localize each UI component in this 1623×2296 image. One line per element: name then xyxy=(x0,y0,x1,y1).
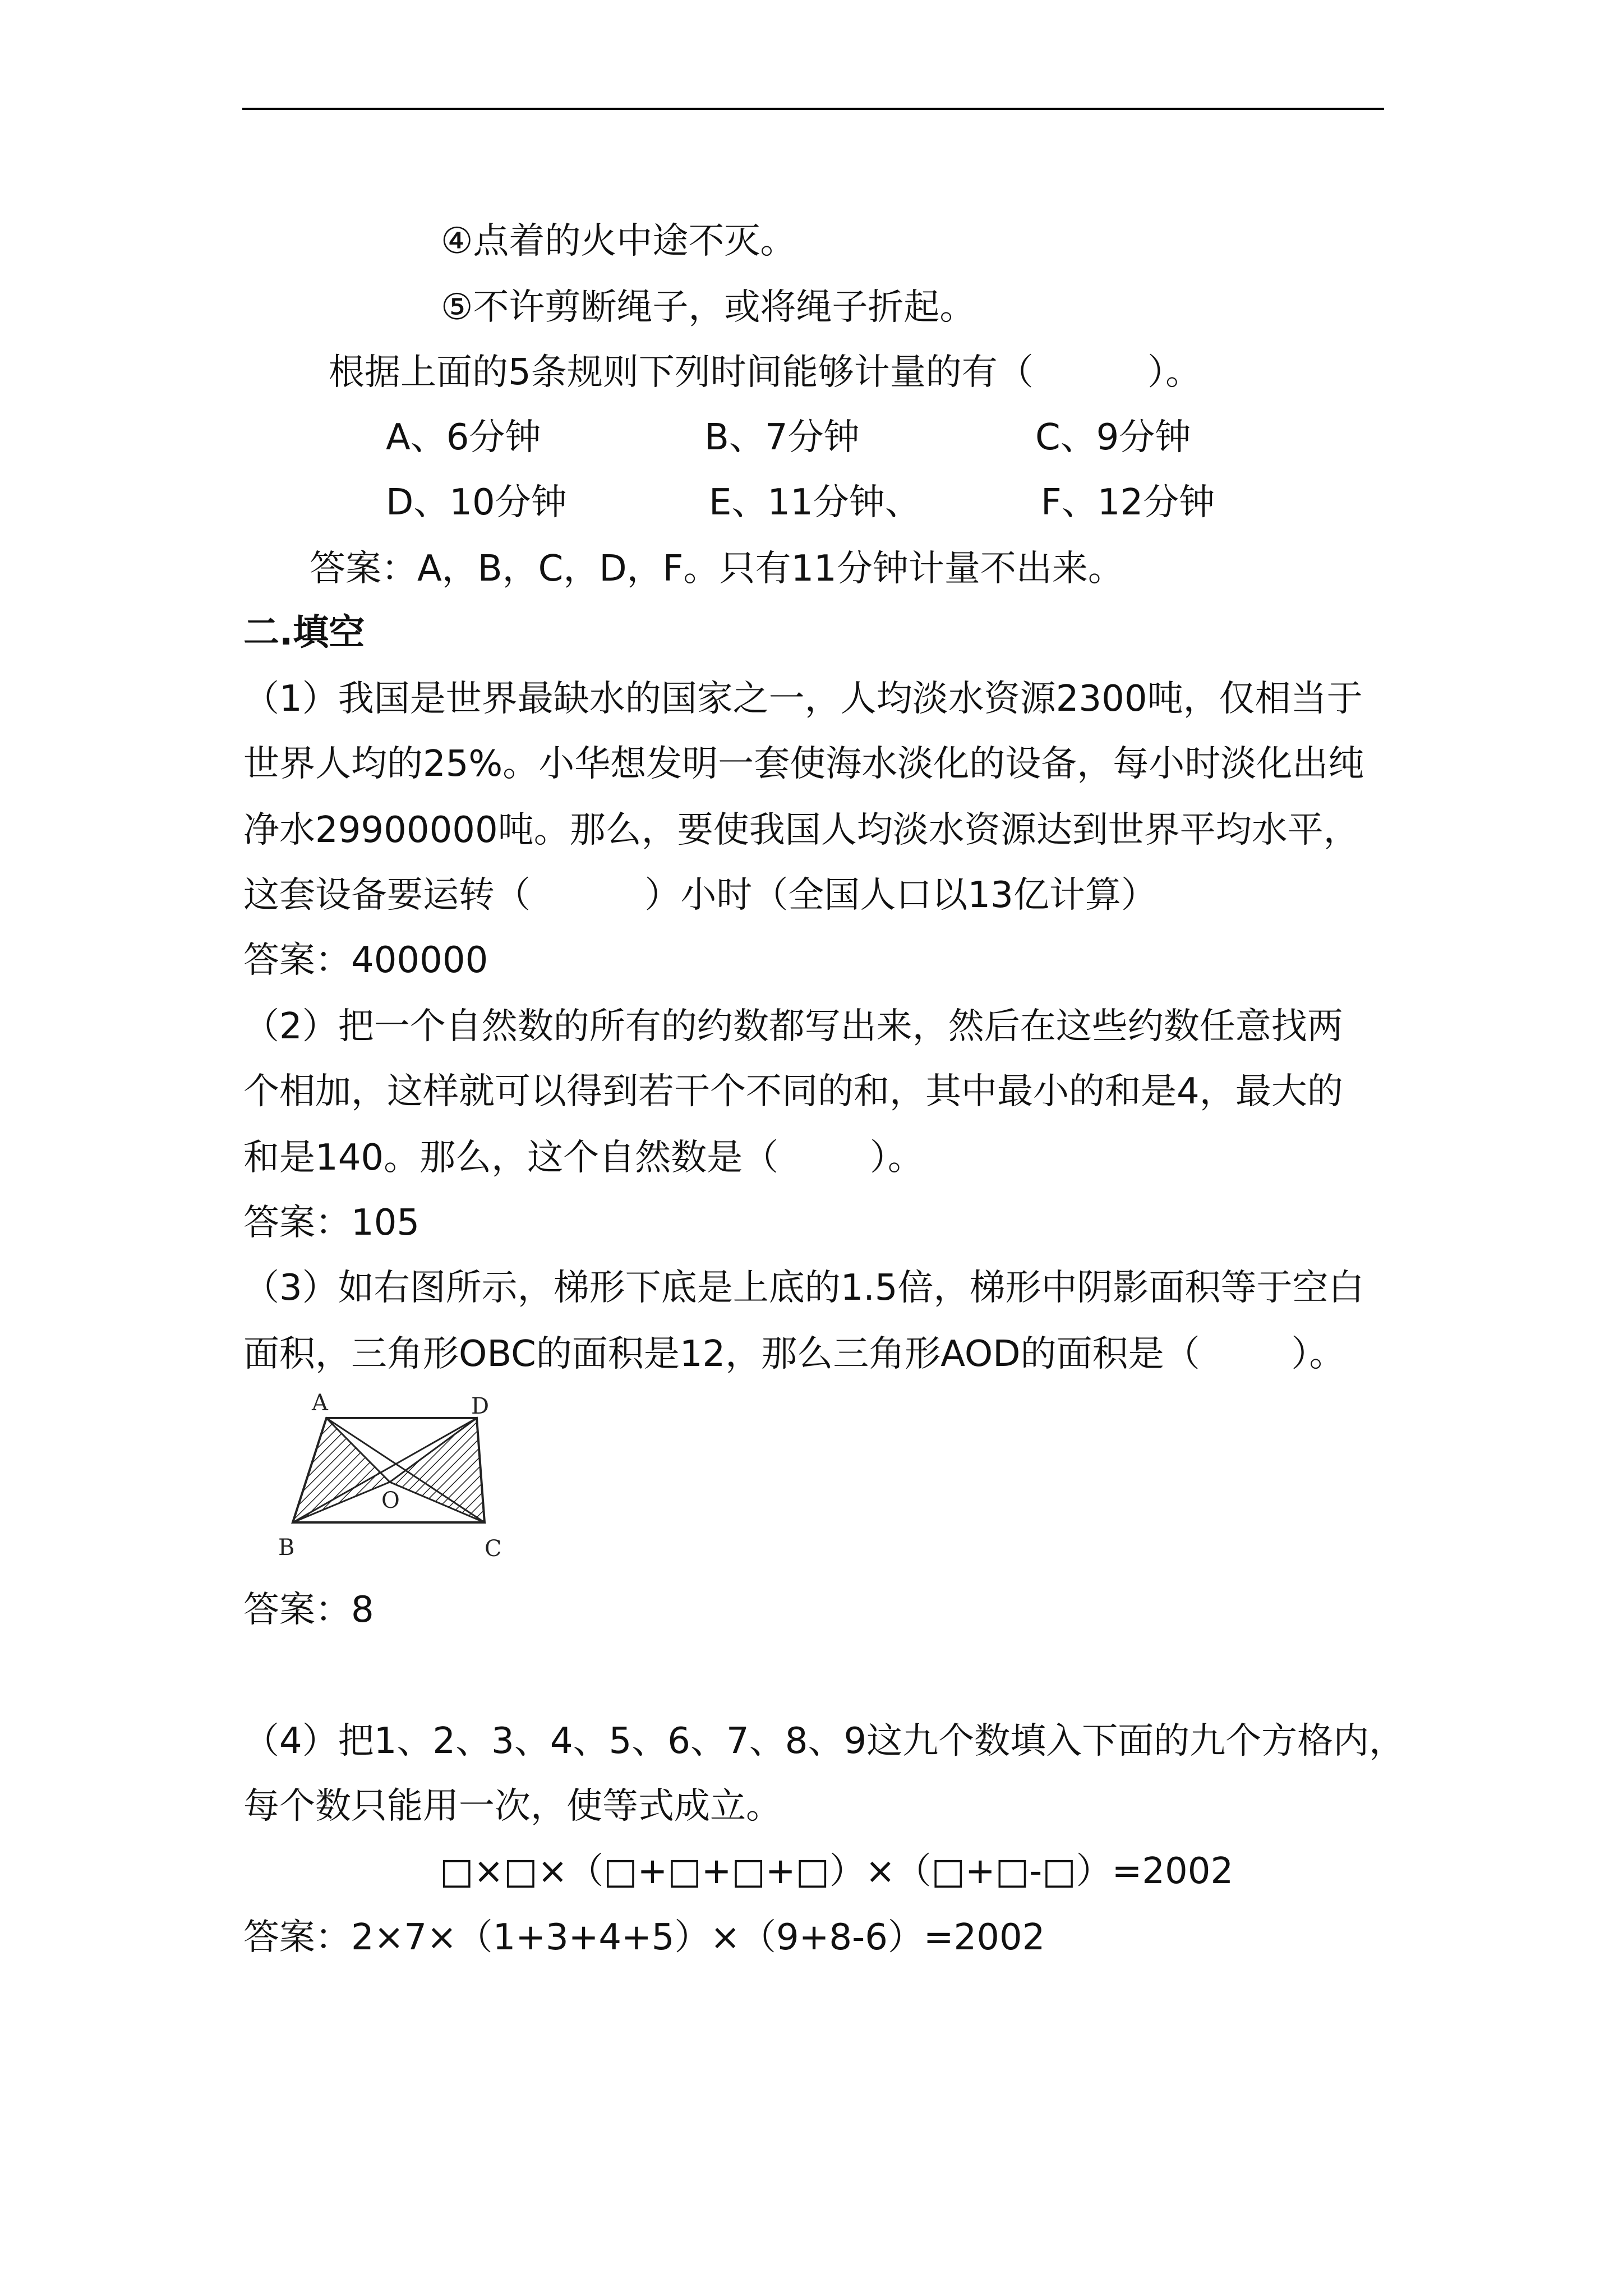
label-c: C xyxy=(485,1536,502,1562)
q4-answer: 答案：2×7×（1+3+4+5）×（9+8-6）=2002 xyxy=(243,1917,1045,1958)
label-d: D xyxy=(471,1393,490,1419)
option-f: F、12分钟 xyxy=(1041,482,1215,523)
q2-answer: 答案：105 xyxy=(243,1202,420,1244)
rule-4: ④点着的火中途不灭。 xyxy=(441,220,796,262)
option-c: C、9分钟 xyxy=(1035,417,1191,458)
q1-line-3: 净水29900000吨。那么，要使我国人均淡水资源达到世界平均水平， xyxy=(243,809,1359,851)
trapezoid-figure xyxy=(273,1388,542,1573)
option-b: B、7分钟 xyxy=(704,417,860,458)
option-a: A、6分钟 xyxy=(386,417,541,458)
option-e: E、11分钟、 xyxy=(709,482,921,523)
rules-question: 根据上面的5条规则下列时间能够计量的有（ ）。 xyxy=(329,352,1202,393)
q3-line-2: 面积，三角形OBC的面积是12，那么三角形AOD的面积是（ ）。 xyxy=(243,1333,1345,1375)
q4-line-2: 每个数只能用一次，使等式成立。 xyxy=(243,1786,782,1827)
rules-answer: 答案：A，B，C，D，F。只有11分钟计量不出来。 xyxy=(310,548,1124,590)
q4-line-1: （4）把1、2、3、4、5、6、7、8、9这九个数填入下面的九个方格内， xyxy=(243,1720,1405,1762)
q1-answer: 答案：400000 xyxy=(243,940,488,981)
q4-equation: □×□×（□+□+□+□）×（□+□-□）=2002 xyxy=(440,1851,1234,1892)
section-heading: 二.填空 xyxy=(243,612,365,654)
q2-line-1: （2）把一个自然数的所有的约数都写出来，然后在这些约数任意找两 xyxy=(243,1006,1343,1047)
header-rule xyxy=(242,108,1384,110)
label-b: B xyxy=(278,1535,295,1561)
label-a: A xyxy=(312,1390,328,1416)
option-d: D、10分钟 xyxy=(386,482,567,523)
shaded-triangle-aob xyxy=(293,1418,390,1522)
q2-line-3: 和是140。那么，这个自然数是（ ）。 xyxy=(243,1137,924,1179)
label-o: O xyxy=(381,1488,400,1513)
q3-answer: 答案：8 xyxy=(243,1589,374,1631)
q1-line-1: （1）我国是世界最缺水的国家之一，人均淡水资源2300吨，仅相当于 xyxy=(243,678,1363,720)
rule-5: ⑤不许剪断绳子，或将绳子折起。 xyxy=(441,287,976,328)
q2-line-2: 个相加，这样就可以得到若干个不同的和，其中最小的和是4，最大的 xyxy=(243,1071,1343,1112)
q1-line-2: 世界人均的25%。小华想发明一套使海水淡化的设备，每小时淡化出纯 xyxy=(243,743,1364,785)
q1-line-4: 这套设备要运转（ ）小时（全国人口以13亿计算） xyxy=(243,875,1157,916)
q3-line-1: （3）如右图所示，梯形下底是上底的1.5倍，梯形中阴影面积等于空白 xyxy=(243,1267,1364,1309)
